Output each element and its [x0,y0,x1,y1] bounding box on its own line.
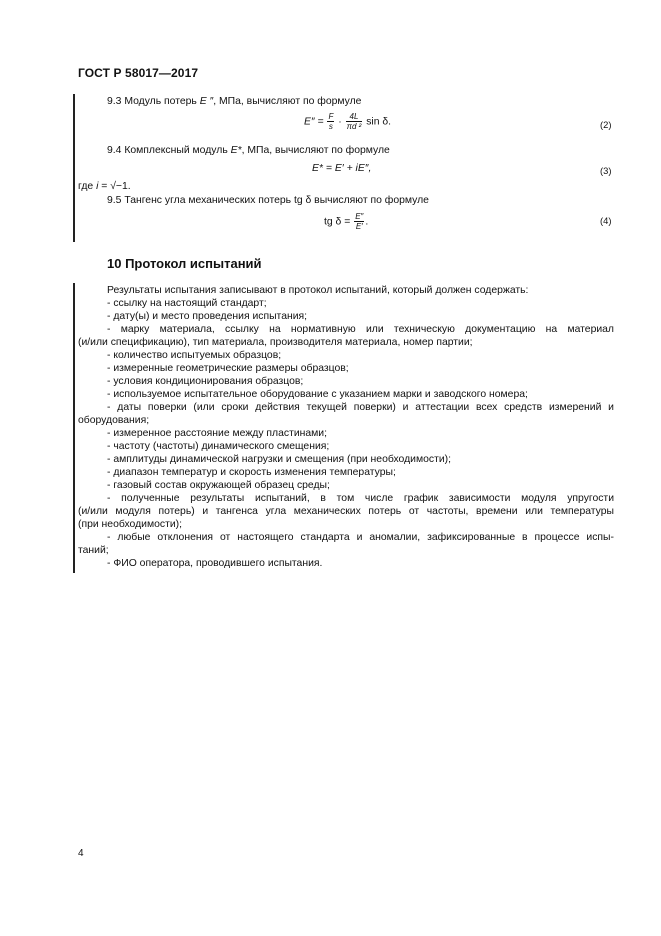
list-item: - условия кондиционирования образцов; [107,376,304,387]
list-item: - марку материала, ссылку на нормативную или техническую документацию на материал [107,324,614,335]
complex-modulus-symbol: E* [230,145,242,156]
list-item: - газовый состав окружающей образец среды; [107,480,330,491]
section-10-title: 10 Протокол испытаний [107,256,262,271]
list-item-continuation: (и/или модуля потерь) и тангенса угла механических потерь от частоты, времени или температуры [78,506,614,517]
protocol-intro: Результаты испытания записывают в протокол испытаний, который должен содержать: [107,285,529,296]
change-bar-upper [73,94,75,242]
change-bar-lower [73,283,75,573]
list-item: - полученные результаты испытаний, в том числе график зависимости модуля упругости [107,493,614,504]
list-item-continuation: таний; [78,545,109,556]
list-item: - частоту (частоты) динамического смещения; [107,441,330,452]
list-item: - используемое испытательное оборудование с указанием марки и заводского номера; [107,389,528,400]
list-item: - измеренное расстояние между пластинами; [107,428,327,439]
fraction-4l-over-pid2: $\frac{4L}{\text{πd ²}}$ [346,112,362,131]
list-item: - дату(ы) и место проведения испытания; [107,311,308,322]
loss-modulus-symbol: E ″ [199,96,214,107]
list-item-continuation: (при необходимости); [78,519,182,530]
list-item-continuation: (и/или спецификацию), тип материала, производителя материала, номер партии; [78,337,473,348]
fraction-f-over-s: $\frac{F}{s}$ [328,112,334,131]
list-item: - ФИО оператора, проводившего испытания. [107,558,323,569]
formula-2: E″ = $\frac{F}{s}$ · $\frac{4L}{\text{πd ²}}$ sin δ. [304,112,392,131]
formula-number-4: (4) [600,215,612,226]
formula-4: tg δ = $\frac{E''}{E'}$ . [324,212,369,231]
list-item: - амплитуды динамической нагрузки и смещения (при необходимости); [107,454,451,465]
clause-9-4: 9.4 Комплексный модуль E*, МПа, вычисляют по формуле [107,145,390,156]
list-item: - даты поверки (или сроки действия текущей поверки) и аттестации всех средств измерений и [107,402,614,413]
where-clause: где i = √−1. [78,181,131,192]
list-item-continuation: оборудования; [78,415,150,426]
list-item: - измеренные геометрические размеры образцов; [107,363,349,374]
list-item: - любые отклонения от настоящего стандарта и аномалии, зафиксированные в процессе испы- [107,532,614,543]
list-item: - диапазон температур и скорость изменения температуры; [107,467,396,478]
formula-number-2: (2) [600,119,612,130]
clause-9-3: 9.3 Модуль потерь E ″, МПа, вычисляют по формуле [107,96,362,107]
formula-3: E* = E′ + iE″, [312,163,372,174]
formula-number-3: (3) [600,165,612,176]
document-header: ГОСТ Р 58017—2017 [78,66,199,80]
page-number: 4 [78,848,84,859]
list-item: - количество испытуемых образцов; [107,350,282,361]
list-item: - ссылку на настоящий стандарт; [107,298,267,309]
fraction-e2-over-e1: $\frac{E''}{E'}$ [355,212,364,231]
clause-9-5: 9.5 Тангенс угла механических потерь tg δ вычисляют по формуле [107,195,429,206]
